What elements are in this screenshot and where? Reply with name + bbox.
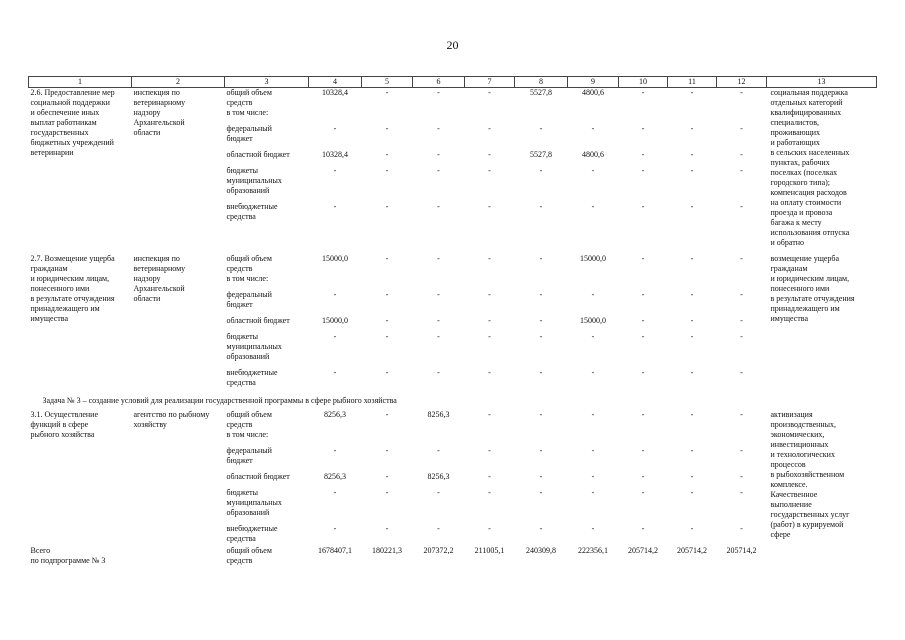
value-cell: - — [437, 524, 440, 533]
value-cell: - — [539, 316, 543, 325]
value-cell: - — [641, 488, 645, 497]
value-cell: - — [690, 166, 694, 175]
value-cell: - — [539, 332, 543, 341]
value-cell: - — [385, 166, 389, 175]
value-cell: - — [641, 368, 645, 377]
value-cell: - — [539, 410, 543, 419]
header-cell: 4 — [309, 77, 362, 88]
value-cell: - — [641, 124, 645, 133]
value-cell: - — [385, 524, 389, 533]
value-cell: - — [539, 202, 543, 211]
value-cell: - — [488, 254, 491, 263]
value-cell: - — [740, 166, 743, 175]
value-cell — [465, 274, 515, 290]
value-cell: - — [690, 332, 694, 341]
funding-source-cell: общий объем средств — [226, 88, 272, 107]
header-cell: 11 — [668, 77, 717, 88]
value-cell: - — [591, 332, 595, 341]
value-cell: - — [333, 202, 337, 211]
value-cell — [515, 108, 568, 124]
value-cell: - — [437, 332, 440, 341]
total-value-cell: 205714,2 — [726, 546, 757, 555]
value-cell: 8256,3 — [427, 472, 450, 481]
value-cell — [413, 108, 465, 124]
expected-result-cell: активизация производственных, экономических, инвестиционных и технологических процессов в рыбохозяйственном комплексе. Качественное выполнение государственных услуг (работ) в курируемой сфере — [770, 410, 850, 539]
value-cell — [668, 430, 717, 446]
value-cell: - — [690, 202, 694, 211]
header-cell: 3 — [225, 77, 309, 88]
header-cell: 1 — [29, 77, 132, 88]
value-cell: 10328,4 — [322, 150, 348, 159]
funding-source-cell: областной бюджет — [226, 472, 290, 481]
value-cell: - — [641, 290, 645, 299]
value-cell: - — [385, 446, 389, 455]
task-row — [29, 390, 877, 410]
value-cell — [309, 430, 362, 446]
value-cell: - — [641, 446, 645, 455]
value-cell — [568, 108, 619, 124]
value-cell — [515, 274, 568, 290]
funding-source-cell: бюджеты муниципальных образований — [226, 332, 282, 361]
value-cell: - — [641, 202, 645, 211]
value-cell: - — [333, 332, 337, 341]
value-cell: - — [488, 472, 491, 481]
total-label-cell: Всего по подпрограмме № 3 — [30, 546, 106, 565]
value-cell: - — [740, 368, 743, 377]
value-cell: - — [591, 202, 595, 211]
value-cell: - — [740, 316, 743, 325]
header-row — [29, 77, 877, 88]
value-cell — [362, 274, 413, 290]
value-cell: - — [385, 290, 389, 299]
value-cell: - — [488, 124, 491, 133]
value-cell: - — [740, 290, 743, 299]
value-cell: 15000,0 — [580, 254, 606, 263]
value-cell: - — [591, 290, 595, 299]
header-cell: 6 — [413, 77, 465, 88]
funding-source-cell: областной бюджет — [226, 316, 290, 325]
value-cell: 8256,3 — [427, 410, 450, 419]
value-cell: - — [437, 488, 440, 497]
value-cell: - — [385, 150, 389, 159]
value-cell: - — [488, 368, 491, 377]
value-cell — [668, 274, 717, 290]
value-cell: - — [690, 410, 694, 419]
executor-cell: инспекция по ветеринарному надзору Архангельской области — [133, 88, 186, 137]
value-cell: - — [385, 410, 389, 419]
value-cell: - — [539, 166, 543, 175]
value-cell: - — [641, 254, 645, 263]
value-cell: - — [641, 410, 645, 419]
value-cell — [717, 274, 767, 290]
value-cell: - — [641, 472, 645, 481]
value-cell: - — [641, 166, 645, 175]
value-cell: - — [385, 316, 389, 325]
funding-source-cell: федеральный бюджет — [226, 124, 272, 143]
value-cell: 10328,4 — [322, 88, 348, 97]
value-cell — [568, 274, 619, 290]
value-cell: - — [437, 446, 440, 455]
value-cell: 4800,6 — [582, 88, 604, 97]
value-cell: - — [690, 150, 694, 159]
funding-source-cell: бюджеты муниципальных образований — [226, 488, 282, 517]
value-cell: - — [385, 88, 389, 97]
value-cell — [717, 108, 767, 124]
value-cell: - — [740, 124, 743, 133]
value-cell: - — [690, 316, 694, 325]
funding-source-cell: внебюджетные средства — [226, 524, 278, 543]
executor-cell — [132, 546, 225, 568]
value-cell: - — [690, 368, 694, 377]
value-cell: - — [333, 446, 337, 455]
value-cell: - — [385, 332, 389, 341]
value-cell: - — [437, 254, 440, 263]
header-cell: 10 — [619, 77, 668, 88]
value-cell: - — [437, 88, 440, 97]
value-cell: - — [333, 124, 337, 133]
value-cell — [619, 430, 668, 446]
value-cell: - — [539, 368, 543, 377]
value-cell: - — [333, 290, 337, 299]
total-row — [29, 546, 877, 568]
header-cell: 12 — [717, 77, 767, 88]
value-cell: - — [385, 254, 389, 263]
header-cell: 5 — [362, 77, 413, 88]
total-value-cell: 180221,3 — [372, 546, 402, 555]
funding-source-cell: федеральный бюджет — [226, 290, 272, 309]
value-cell — [413, 274, 465, 290]
value-cell: - — [591, 488, 595, 497]
value-cell: - — [488, 290, 491, 299]
task-title: Задача № 3 – создание условий для реализации государственной программы в сфере рыбного хозяйства — [42, 396, 397, 405]
value-cell — [619, 274, 668, 290]
funding-source-cell: в том числе: — [226, 430, 269, 439]
value-cell — [362, 430, 413, 446]
value-cell: - — [690, 124, 694, 133]
funding-source-cell: внебюджетные средства — [226, 368, 278, 387]
value-cell — [717, 430, 767, 446]
value-cell: - — [488, 446, 491, 455]
value-cell: - — [591, 410, 595, 419]
expected-result-cell: возмещение ущерба гражданам и юридическим лицам, понесенного ими в результате отчуждения принадлежащего им имущества — [770, 254, 855, 323]
value-cell: - — [539, 254, 543, 263]
value-cell: - — [333, 166, 337, 175]
value-cell: - — [591, 166, 595, 175]
total-value-cell: 240309,8 — [526, 546, 556, 555]
value-cell: - — [740, 254, 743, 263]
header-cell: 8 — [515, 77, 568, 88]
value-cell — [568, 430, 619, 446]
value-cell — [413, 430, 465, 446]
value-cell: - — [591, 124, 595, 133]
value-cell — [362, 108, 413, 124]
executor-cell: инспекция по ветеринарному надзору Архангельской области — [133, 254, 186, 303]
value-cell: - — [437, 290, 440, 299]
funding-source-cell: общий объем средств — [226, 546, 272, 565]
value-cell: - — [437, 166, 440, 175]
value-cell: - — [591, 446, 595, 455]
value-cell — [309, 274, 362, 290]
value-cell: - — [641, 150, 645, 159]
value-cell: - — [740, 332, 743, 341]
value-cell: 5527,8 — [530, 88, 552, 97]
value-cell — [465, 430, 515, 446]
value-cell: - — [740, 488, 743, 497]
measure-name-cell: 2.6. Предоставление мер социальной поддержки и обеспечение иных выплат работникам государственных бюджетных учреждений ветеринарии — [30, 88, 115, 157]
value-cell — [309, 108, 362, 124]
expected-result-cell: социальная поддержка отдельных категорий квалифицированных специалистов, проживающих и работающих в сельских населенных пунктах, рабочих поселках (поселках городского типа); компенсация расходов на оплату стоимости проезда и провоза багажа к месту использования отпуска и обратно — [770, 88, 850, 247]
value-cell — [515, 430, 568, 446]
value-cell: - — [690, 524, 694, 533]
measure-name-cell: 3.1. Осуществление функций в сфере рыбного хозяйства — [30, 410, 99, 439]
value-cell: - — [690, 254, 694, 263]
value-cell: - — [333, 368, 337, 377]
value-cell: - — [591, 368, 595, 377]
program-table — [28, 76, 877, 568]
funding-source-cell: внебюджетные средства — [226, 202, 278, 221]
value-cell: - — [488, 488, 491, 497]
value-cell: - — [539, 290, 543, 299]
funding-source-cell: бюджеты муниципальных образований — [226, 166, 282, 195]
funding-source-cell: областной бюджет — [226, 150, 290, 159]
header-cell: 9 — [568, 77, 619, 88]
value-cell: - — [539, 472, 543, 481]
total-value-cell: 1678407,1 — [318, 546, 352, 555]
value-cell: - — [740, 202, 743, 211]
value-cell: - — [641, 316, 645, 325]
value-cell: - — [437, 202, 440, 211]
value-cell: - — [488, 524, 491, 533]
value-cell: - — [488, 410, 491, 419]
value-cell: 15000,0 — [322, 316, 348, 325]
value-cell: - — [385, 202, 389, 211]
value-cell: - — [539, 124, 543, 133]
value-cell: 15000,0 — [580, 316, 606, 325]
executor-cell: агентство по рыбному хозяйству — [133, 410, 210, 429]
value-cell: - — [591, 472, 595, 481]
value-cell: - — [488, 202, 491, 211]
value-cell: - — [690, 446, 694, 455]
value-cell — [465, 108, 515, 124]
value-cell: - — [690, 88, 694, 97]
value-cell: 8256,3 — [324, 410, 346, 419]
header-cell: 13 — [767, 77, 877, 88]
value-cell: - — [385, 368, 389, 377]
total-value-cell: 211005,1 — [474, 546, 505, 555]
value-cell: 8256,3 — [324, 472, 346, 481]
value-cell: - — [488, 150, 491, 159]
value-cell: - — [539, 488, 543, 497]
value-cell: - — [385, 472, 389, 481]
total-value-cell: 207372,2 — [423, 546, 454, 555]
table-row — [29, 88, 877, 109]
value-cell: 15000,0 — [322, 254, 348, 263]
value-cell — [668, 108, 717, 124]
value-cell: - — [740, 88, 743, 97]
header-cell: 7 — [465, 77, 515, 88]
value-cell: - — [690, 290, 694, 299]
value-cell: - — [641, 524, 645, 533]
total-value-cell: 205714,2 — [628, 546, 658, 555]
value-cell: 5527,8 — [530, 150, 552, 159]
value-cell: - — [437, 124, 440, 133]
value-cell: - — [488, 166, 491, 175]
expected-result-cell — [767, 546, 877, 568]
value-cell: - — [437, 150, 440, 159]
value-cell: - — [740, 446, 743, 455]
value-cell: - — [437, 316, 440, 325]
funding-source-cell: общий объем средств — [226, 410, 272, 429]
funding-source-cell: федеральный бюджет — [226, 446, 272, 465]
header-cell: 2 — [132, 77, 225, 88]
value-cell: - — [740, 524, 743, 533]
value-cell: - — [690, 488, 694, 497]
funding-source-cell: общий объем средств — [226, 254, 272, 273]
value-cell: - — [488, 88, 491, 97]
value-cell: - — [740, 472, 743, 481]
value-cell: 4800,6 — [582, 150, 604, 159]
total-value-cell: 222356,1 — [578, 546, 608, 555]
value-cell: - — [488, 316, 491, 325]
value-cell: - — [333, 524, 337, 533]
value-cell: - — [437, 368, 440, 377]
table-row — [29, 254, 877, 274]
funding-source-cell: в том числе: — [226, 108, 269, 117]
value-cell: - — [539, 524, 543, 533]
value-cell: - — [740, 150, 743, 159]
value-cell: - — [740, 410, 743, 419]
value-cell — [619, 108, 668, 124]
value-cell: - — [385, 124, 389, 133]
value-cell: - — [333, 488, 337, 497]
value-cell: - — [591, 524, 595, 533]
value-cell: - — [488, 332, 491, 341]
value-cell: - — [641, 332, 645, 341]
total-value-cell: 205714,2 — [677, 546, 707, 555]
table-row — [29, 410, 877, 430]
page-number: 20 — [446, 38, 459, 52]
value-cell: - — [641, 88, 645, 97]
measure-name-cell: 2.7. Возмещение ущерба гражданам и юридическим лицам, понесенного ими в результате отчуждения принадлежащего им имущества — [30, 254, 115, 323]
funding-source-cell: в том числе: — [226, 274, 269, 283]
value-cell: - — [690, 472, 694, 481]
value-cell: - — [539, 446, 543, 455]
value-cell: - — [385, 488, 389, 497]
